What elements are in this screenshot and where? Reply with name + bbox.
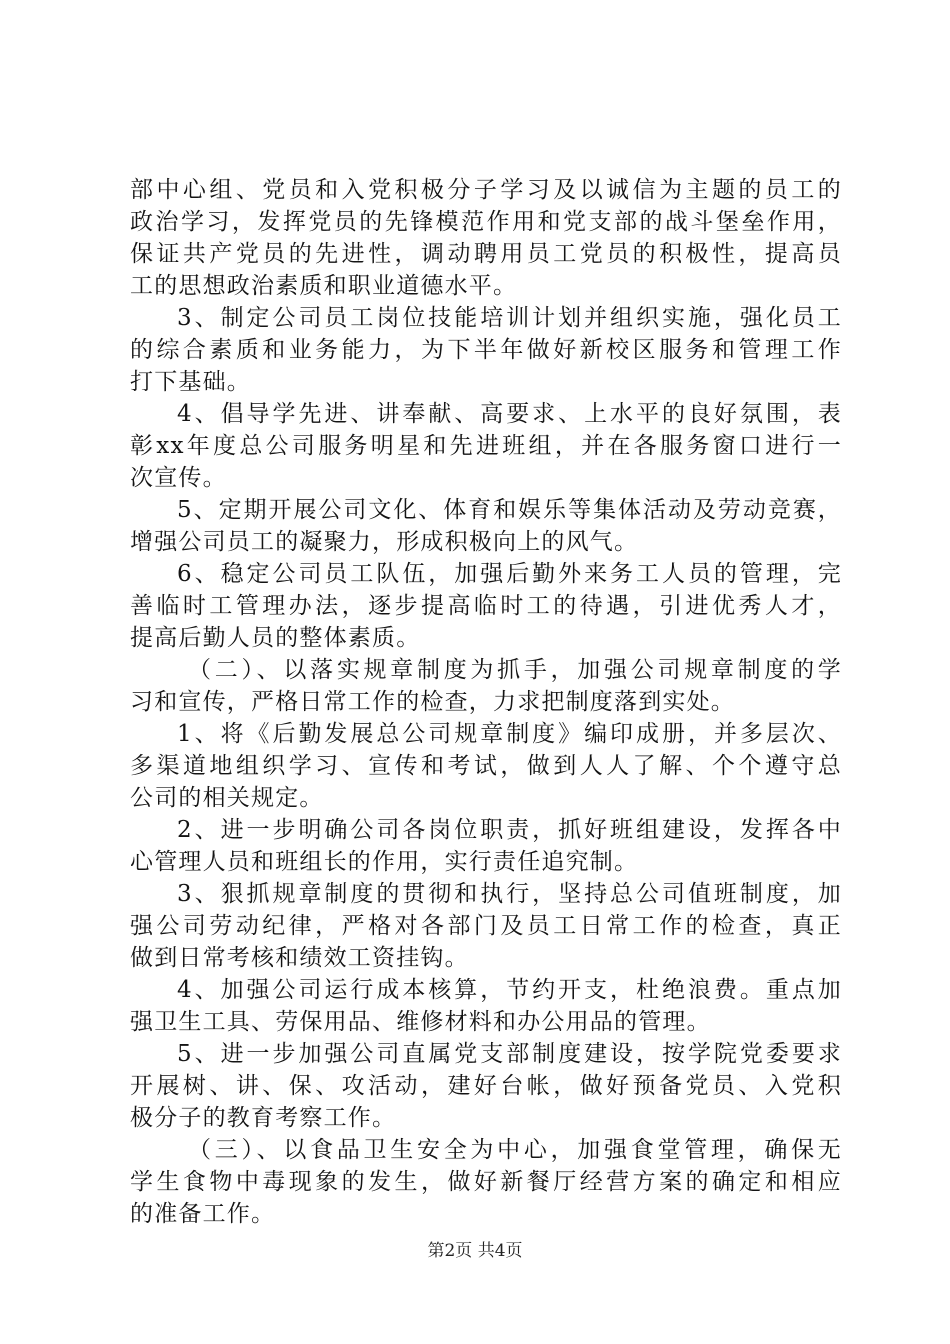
text-line: 3、制定公司员工岗位技能培训计划并组织实施，强化员工 [177,305,842,331]
text-line: 增强公司员工的凝聚力，形成积极向上的风气。 [130,529,639,555]
text-line: 部中心组、党员和入党积极分子学习及以诚信为主题的员工的 [130,177,842,203]
text-line: 做到日常考核和绩效工资挂钩。 [130,945,469,971]
text-line: 保证共产党员的先进性，调动聘用员工党员的积极性，提高员 [130,241,842,267]
text-line: 政治学习，发挥党员的先锋模范作用和党支部的战斗堡垒作用， [130,209,842,235]
text-line: 彰xx年度总公司服务明星和先进班组，并在各服务窗口进行一 [130,433,842,459]
text-line: 公司的相关规定。 [130,785,324,811]
text-line: 4、加强公司运行成本核算，节约开支，杜绝浪费。重点加 [177,977,842,1003]
text-line: 多渠道地组织学习、宣传和考试，做到人人了解、个个遵守总 [130,753,842,779]
text-line: 5、定期开展公司文化、体育和娱乐等集体活动及劳动竞赛， [177,497,842,523]
page-footer: 第2页 共4页 [427,1241,523,1261]
text-line: 的综合素质和业务能力，为下半年做好新校区服务和管理工作 [130,337,842,363]
text-line: 心管理人员和班组长的作用，实行责任追究制。 [130,849,639,875]
text-line: 强公司劳动纪律，严格对各部门及员工日常工作的检查，真正 [130,913,842,939]
text-line: 3、狠抓规章制度的贯彻和执行，坚持总公司值班制度，加 [177,881,842,907]
text-line: 打下基础。 [130,369,251,395]
text-line: 开展树、讲、保、攻活动，建好台帐，做好预备党员、入党积 [130,1073,842,1099]
text-line: 4、倡导学先进、讲奉献、高要求、上水平的良好氛围，表 [177,401,842,427]
text-line: 提高后勤人员的整体素质。 [130,625,421,651]
text-line: 的准备工作。 [130,1201,276,1227]
text-line: 工的思想政治素质和职业道德水平。 [130,273,518,299]
text-line: 6、稳定公司员工队伍，加强后勤外来务工人员的管理，完 [177,561,842,587]
text-line: 次宣传。 [130,465,227,491]
document-body [130,174,842,1230]
text-line: （二）、以落实规章制度为抓手，加强公司规章制度的学 [188,657,842,683]
text-line: 极分子的教育考察工作。 [130,1105,397,1131]
text-line: 5、进一步加强公司直属党支部制度建设，按学院党委要求 [177,1041,842,1067]
text-line: （三）、以食品卫生安全为中心，加强食堂管理，确保无 [188,1137,842,1163]
text-line: 习和宣传，严格日常工作的检查，力求把制度落到实处。 [130,689,735,715]
text-line: 1、将《后勤发展总公司规章制度》编印成册，并多层次、 [177,721,842,747]
text-line: 学生食物中毒现象的发生，做好新餐厅经营方案的确定和相应 [130,1169,842,1195]
text-line: 强卫生工具、劳保用品、维修材料和办公用品的管理。 [130,1009,711,1035]
text-line: 2、进一步明确公司各岗位职责，抓好班组建设，发挥各中 [177,817,842,843]
text-line: 善临时工管理办法，逐步提高临时工的待遇，引进优秀人才， [130,593,842,619]
